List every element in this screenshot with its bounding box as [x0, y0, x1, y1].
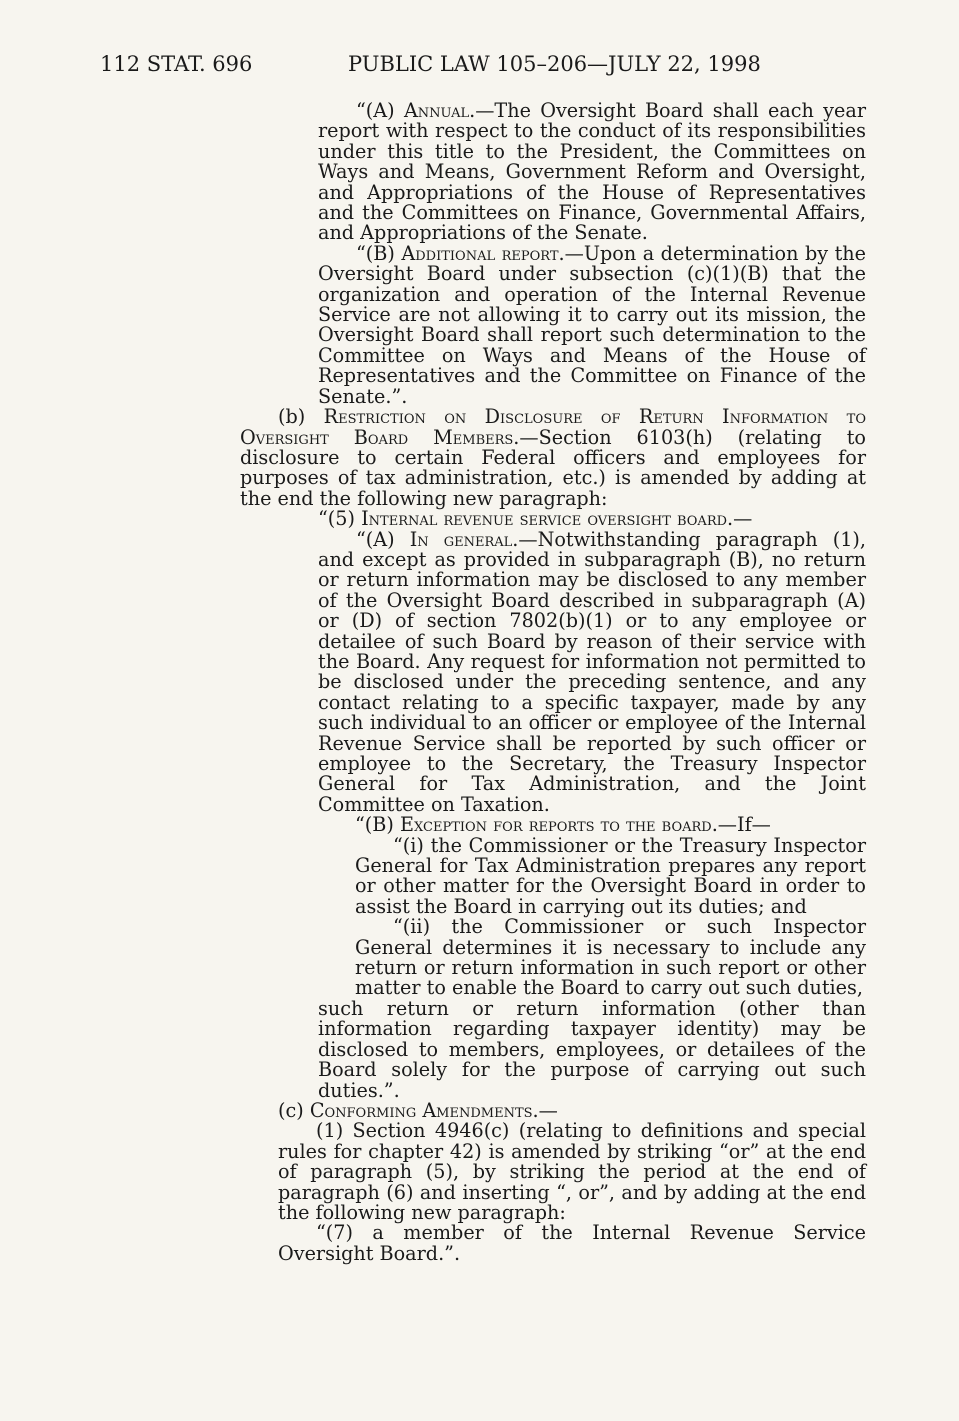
subsection-c-heading	[278, 1098, 866, 1122]
subparagraph-label: “(B)	[356, 241, 402, 265]
subsection-dash: —	[538, 1098, 558, 1122]
subparagraph-heading: In general.	[409, 527, 519, 551]
statute-page-number: 112 STAT. 696	[100, 52, 253, 76]
paragraph-heading: Internal revenue service oversight board.	[361, 507, 734, 531]
subparagraph-text: —Upon a determination by the Oversight Board under subsection (c)(1)(B) that the organization and operation of the Internal Revenue Service are not allowing it to carry out its mission, the Oversight Board shall report such determination to the Committee on Ways and Means of the House of Representatives and the Committee on Finance of the Senate.”.	[318, 241, 866, 408]
subsection-heading: Conforming Amendments.	[309, 1098, 539, 1122]
subparagraph-a-annual	[318, 101, 866, 244]
subparagraph-text: —The Oversight Board shall each year report with respect to the conduct of its responsibilities under this title to the President, the Committees on Ways and Means, Government Reform and Oversight, and Appropriations of the House of Representatives and the Committees on Finance, Governmental Affairs, and Appropriations of the Senate.	[318, 99, 866, 245]
paragraph-5-b	[355, 815, 866, 835]
subparagraph-heading: Exception for reports to the board.	[399, 813, 718, 837]
flush-language: such return or return information (other than information regarding taxpayer identity) may be disclosed to members, employees, or detailees of the Board solely for the purpose of carrying out such duties.”.	[318, 996, 866, 1102]
law-title: PUBLIC LAW 105–206—JULY 22, 1998	[348, 52, 761, 76]
subparagraph-label: “(A)	[356, 99, 404, 122]
document-body	[240, 101, 866, 1264]
paragraph-5-heading	[318, 509, 866, 529]
subparagraph-text: —If—	[717, 813, 771, 837]
paragraph-5-a	[318, 527, 866, 816]
new-paragraph-7: “(7) a member of the Internal Revenue Service Oversight Board.”.	[278, 1221, 866, 1265]
subsection-label: (c)	[278, 1098, 310, 1122]
subsection-b	[240, 407, 866, 509]
subparagraph-heading: Annual.	[403, 99, 476, 122]
paragraph-label: “(5)	[318, 507, 362, 531]
clause-i: “(i) the Commissioner or the Treasury Inspector General for Tax Administration prepares any report or other matter for the Oversight Board in order to assist the Board in carrying out its duties; and	[355, 833, 866, 918]
subparagraph-heading: Additional report.	[401, 241, 565, 265]
subparagraph-label: “(A)	[356, 527, 410, 551]
subsection-heading: Restriction on Disclosure of Return Information to Oversight Board Members.	[240, 405, 866, 449]
subparagraph-label: “(B)	[355, 813, 400, 837]
subparagraph-text: —Notwithstanding paragraph (1), and except as provided in subparagraph (B), no return or return information may be disclosed to any member of the Oversight Board described in subparagraph (A) or (D) of section 7802(b)(1) or to any employee or detailee of such Board by reason of their service with the Board. Any request for information not permitted to be disclosed under the preceding sentence, and any contact relating to a specific taxpayer, made by any such individual to an officer or employee of the Internal Revenue Service shall be reported by such officer or employee to the Secretary, the Treasury Inspector General for Tax Administration, and the Joint Committee on Taxation.	[318, 527, 866, 816]
subparagraph-b-additional-report	[318, 241, 866, 408]
subsection-c-1: (1) Section 4946(c) (relating to definitions and special rules for chapter 42) is amended by striking “or” at the end of paragraph (5), by striking the period at the end of paragraph (6) and inserting “, or”, and by adding at the end the following new paragraph:	[278, 1119, 866, 1224]
subsection-label: (b)	[278, 405, 324, 429]
paragraph-dash: —	[733, 507, 753, 531]
clause-ii: “(ii) the Commissioner or such Inspector General determines it is necessary to include any return or return information in such report or other matter to enable the Board to carry out such duties,	[355, 915, 866, 1000]
subsection-text: —Section 6103(h) (relating to disclosure to certain Federal officers and employees for purposes of tax administration, etc.) is amended by adding at the end the following new paragraph:	[240, 425, 866, 510]
